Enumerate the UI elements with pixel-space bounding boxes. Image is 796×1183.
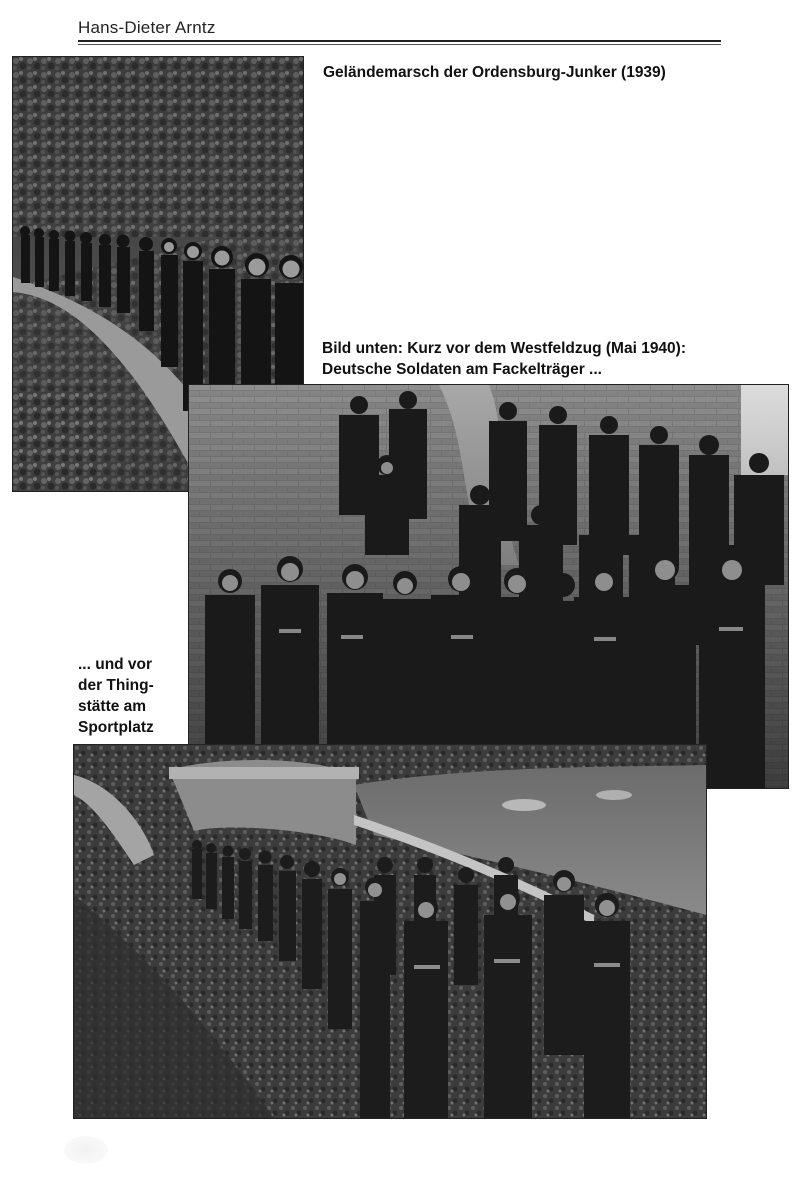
header-author: Hans-Dieter Arntz bbox=[78, 18, 216, 37]
caption-westfeldzug-line-1: Bild unten: Kurz vor dem Westfeldzug (Mai 1940): bbox=[322, 340, 687, 357]
soldiers-at-sports-field-illustration bbox=[74, 745, 706, 1118]
caption-thingstaette-line-4: Sportplatz bbox=[78, 719, 154, 736]
soldiers-at-torchbearer-illustration bbox=[189, 385, 788, 788]
paper-smudge bbox=[64, 1136, 108, 1164]
caption-thingstaette-line-3: stätte am bbox=[78, 698, 147, 715]
header-rule-thin bbox=[78, 44, 721, 45]
caption-terrain-march: Geländemarsch der Ordensburg-Junker (1939) bbox=[323, 64, 666, 81]
soldiers-at-torchbearer-photo bbox=[188, 384, 789, 789]
page-header bbox=[78, 16, 721, 44]
soldiers-at-sports-field-photo bbox=[73, 744, 707, 1119]
caption-westfeldzug bbox=[322, 338, 686, 380]
caption-thingstaette-line-2: der Thing- bbox=[78, 677, 154, 694]
header-rule bbox=[78, 40, 721, 42]
caption-westfeldzug-line-2: Deutsche Soldaten am Fackelträger ... bbox=[322, 361, 602, 378]
caption-thingstaette-line-1: ... und vor bbox=[78, 656, 153, 673]
caption-thingstaette bbox=[78, 654, 178, 738]
